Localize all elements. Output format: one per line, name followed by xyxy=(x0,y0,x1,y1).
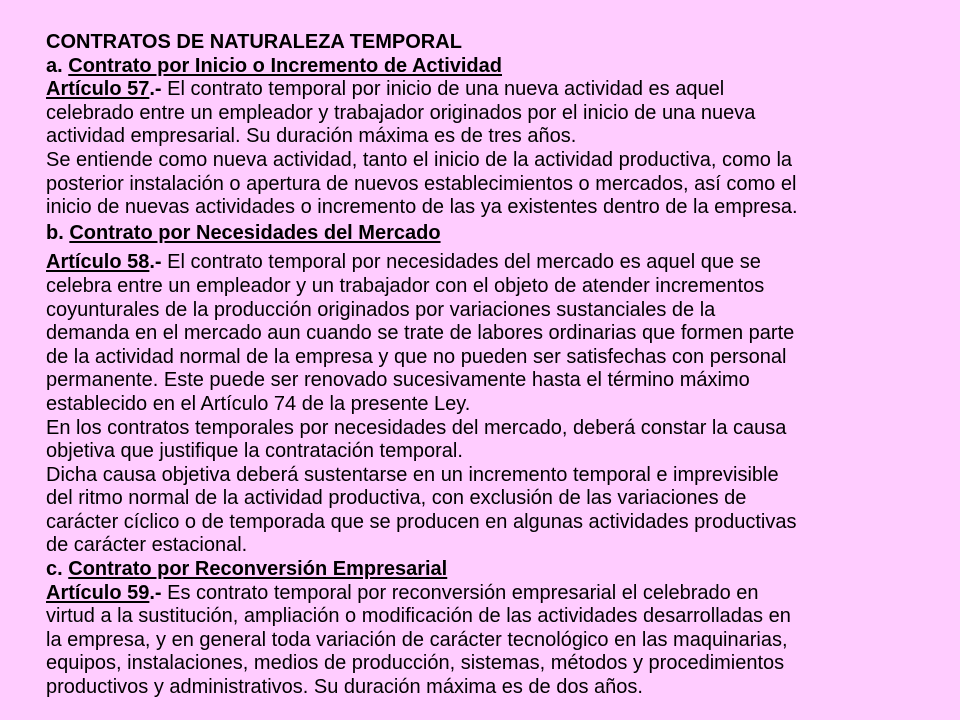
article-58-text: El contrato temporal por necesidades del mercado es aquel que se xyxy=(167,251,761,274)
section-b-line: permanente. Este puede ser renovado sucesivamente hasta el término máximo xyxy=(46,369,750,392)
article-59-text: Es contrato temporal por reconversión empresarial el celebrado en xyxy=(167,581,759,604)
section-a-title: Contrato por Inicio o Incremento de Actividad xyxy=(68,54,502,77)
section-b-title: Contrato por Necesidades del Mercado xyxy=(69,221,441,244)
section-b-line: objetiva que justifique la contratación temporal. xyxy=(46,440,463,463)
section-b-heading xyxy=(46,222,954,246)
section-c-line: virtud a la sustitución, ampliación o modificación de las actividades desarrolladas en xyxy=(46,605,791,628)
section-a-line: inicio de nuevas actividades o incremento de las ya existentes dentro de la empresa. xyxy=(46,196,798,219)
section-b-line: de la actividad normal de la empresa y que no pueden ser satisfechas con personal xyxy=(46,345,787,368)
section-c-title: Contrato por Reconversión Empresarial xyxy=(68,558,448,581)
section-c-line: equipos, instalaciones, medios de producción, sistemas, métodos y procedimientos xyxy=(46,652,785,675)
section-b-line: coyunturales de la producción originados por variaciones sustanciales de la xyxy=(46,298,716,321)
section-b-line: Dicha causa objetiva deberá sustentarse en un incremento temporal e imprevisible xyxy=(46,463,779,486)
section-c-heading xyxy=(46,558,954,582)
section-b-line: establecido en el Artículo 74 de la presente Ley. xyxy=(46,392,471,415)
section-c-line: la empresa, y en general toda variación de carácter tecnológico en las maquinarias, xyxy=(46,628,788,651)
article-57-sep: .- xyxy=(149,78,168,101)
section-b-line: del ritmo normal de la actividad productiva, con exclusión de las variaciones de xyxy=(46,487,747,510)
article-58-label: Artículo 58 xyxy=(46,251,150,274)
section-a-letter: a. xyxy=(46,54,69,77)
section-a-line: celebrado entre un empleador y trabajador originados por el inicio de una nueva xyxy=(46,101,756,124)
section-a-line: posterior instalación o apertura de nuevos establecimientos o mercados, así como el xyxy=(46,172,797,195)
article-57-label: Artículo 57 xyxy=(46,78,150,101)
slide-content xyxy=(46,31,954,700)
article-58-sep: .- xyxy=(149,251,168,274)
section-a-heading xyxy=(46,55,954,79)
section-a-line: actividad empresarial. Su duración máxima es de tres años. xyxy=(46,125,577,148)
article-57-line-1 xyxy=(46,78,954,102)
section-b-line: celebra entre un empleador y un trabajador con el objeto de atender incrementos xyxy=(46,274,765,297)
article-59-line-1 xyxy=(46,582,954,606)
section-b-line: demanda en el mercado aun cuando se trate de labores ordinarias que formen parte xyxy=(46,322,795,345)
section-b-line: En los contratos temporales por necesidades del mercado, deberá constar la causa xyxy=(46,416,787,439)
article-57-text: El contrato temporal por inicio de una nueva actividad es aquel xyxy=(167,78,725,101)
article-59-sep: .- xyxy=(149,581,168,604)
section-a-line: Se entiende como nueva actividad, tanto el inicio de la actividad productiva, como la xyxy=(46,148,793,171)
section-b-line: de carácter estacional. xyxy=(46,534,248,557)
section-b-letter: b. xyxy=(46,221,70,244)
slide-title: CONTRATOS DE NATURALEZA TEMPORAL xyxy=(46,31,462,53)
section-c-line: productivos y administrativos. Su duración máxima es de dos años. xyxy=(46,676,643,699)
article-58-line-1 xyxy=(46,251,954,275)
section-c-letter: c. xyxy=(46,558,69,581)
section-b-line: carácter cíclico o de temporada que se producen en algunas actividades productivas xyxy=(46,510,797,533)
article-59-label: Artículo 59 xyxy=(46,581,150,604)
